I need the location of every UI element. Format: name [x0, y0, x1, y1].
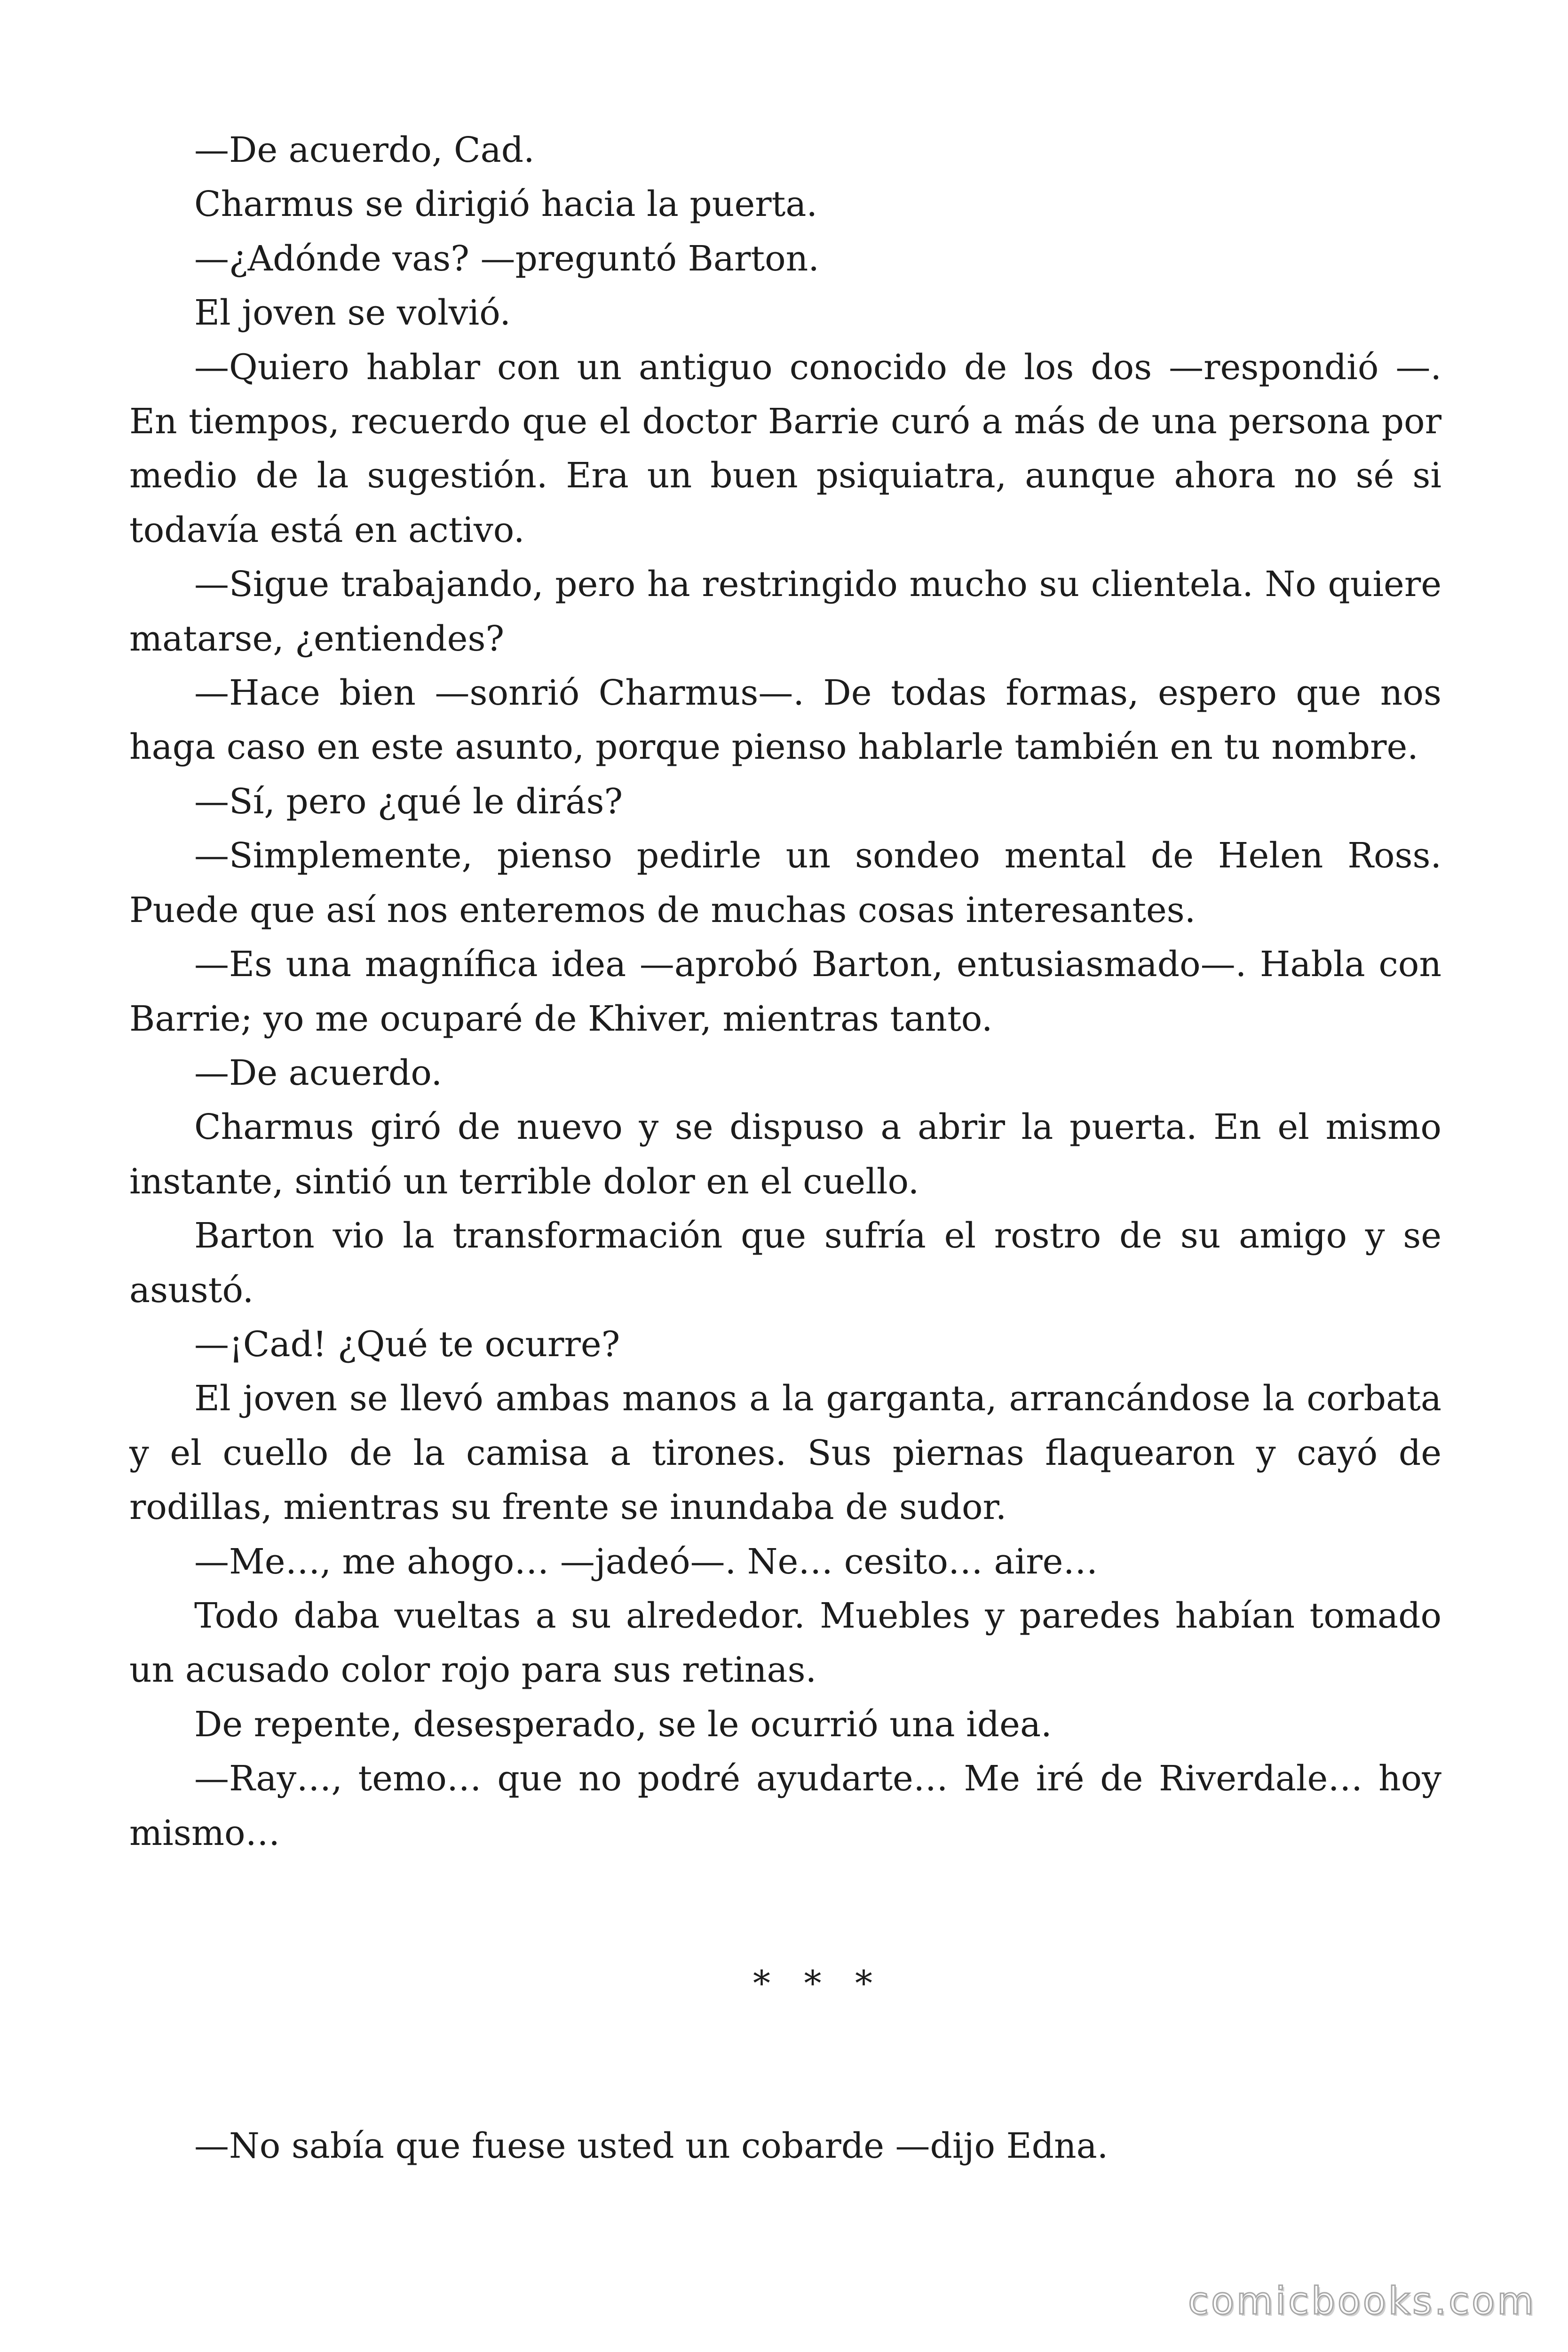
paragraph: —Me…, me ahogo… —jadeó—. Ne… cesito… aire…	[194, 1541, 1098, 1582]
paragraph: De repente, desesperado, se le ocurrió una idea.	[194, 1704, 1052, 1745]
section-gap	[129, 2011, 1441, 2119]
book-page	[129, 123, 1441, 2174]
paragraph: Charmus giró de nuevo y se dispuso a abrir la puerta. En el mismo instante, sintió un terrible dolor en el cuello.	[129, 1107, 1441, 1202]
paragraph: —Simplemente, pienso pedirle un sondeo mental de Helen Ross. Puede que así nos enteremos de muchas cosas interesantes.	[129, 835, 1441, 930]
watermark: comicbooks.com	[1188, 2279, 1536, 2323]
section-gap	[129, 1860, 1441, 1957]
paragraph: —Ray…, temo… que no podré ayudarte… Me iré de Riverdale… hoy mismo…	[129, 1758, 1441, 1853]
paragraph: —Es una magnífica idea —aprobó Barton, entusiasmado—. Habla con Barrie; yo me ocuparé de Khiver, mientras tanto.	[129, 944, 1441, 1039]
paragraph: —De acuerdo.	[194, 1052, 443, 1093]
text-block-after	[129, 2119, 1441, 2173]
paragraph: —¿Adónde vas? —preguntó Barton.	[194, 238, 819, 279]
paragraph: El joven se volvió.	[194, 293, 511, 334]
paragraph: —¡Cad! ¿Qué te ocurre?	[194, 1324, 620, 1365]
paragraph: —Sí, pero ¿qué le dirás?	[194, 781, 623, 822]
paragraph: Todo daba vueltas a su alrededor. Muebles y paredes habían tomado un acusado color rojo para sus retinas.	[129, 1595, 1441, 1691]
paragraph: —Hace bien —sonrió Charmus—. De todas formas, espero que nos haga caso en este asunto, porque pienso hablarle también en tu nombre.	[129, 673, 1441, 768]
paragraph: —Sigue trabajando, pero ha restringido mucho su clientela. No quiere matarse, ¿entiendes?	[129, 564, 1441, 659]
paragraph: —No sabía que fuese usted un cobarde —dijo Edna.	[194, 2126, 1109, 2167]
paragraph: Barton vio la transformación que sufría el rostro de su amigo y se asustó.	[129, 1216, 1441, 1311]
paragraph: El joven se llevó ambas manos a la garganta, arrancándose la corbata y el cuello de la camisa a tirones. Sus piernas flaquearon y cayó de rodillas, mientras su frente se inundaba de sudor.	[129, 1378, 1441, 1528]
text-block-before	[129, 123, 1441, 1860]
paragraph: —De acuerdo, Cad.	[194, 130, 535, 170]
paragraph: —Quiero hablar con un antiguo conocido de los dos —respondió —. En tiempos, recuerdo que el doctor Barrie curó a más de una persona por medio de la sugestión. Era un buen psiquiatra, aunque ahora no sé si todavía está en activo.	[129, 347, 1441, 550]
paragraph: Charmus se dirigió hacia la puerta.	[194, 184, 817, 225]
section-separator: * * *	[752, 1963, 884, 2004]
